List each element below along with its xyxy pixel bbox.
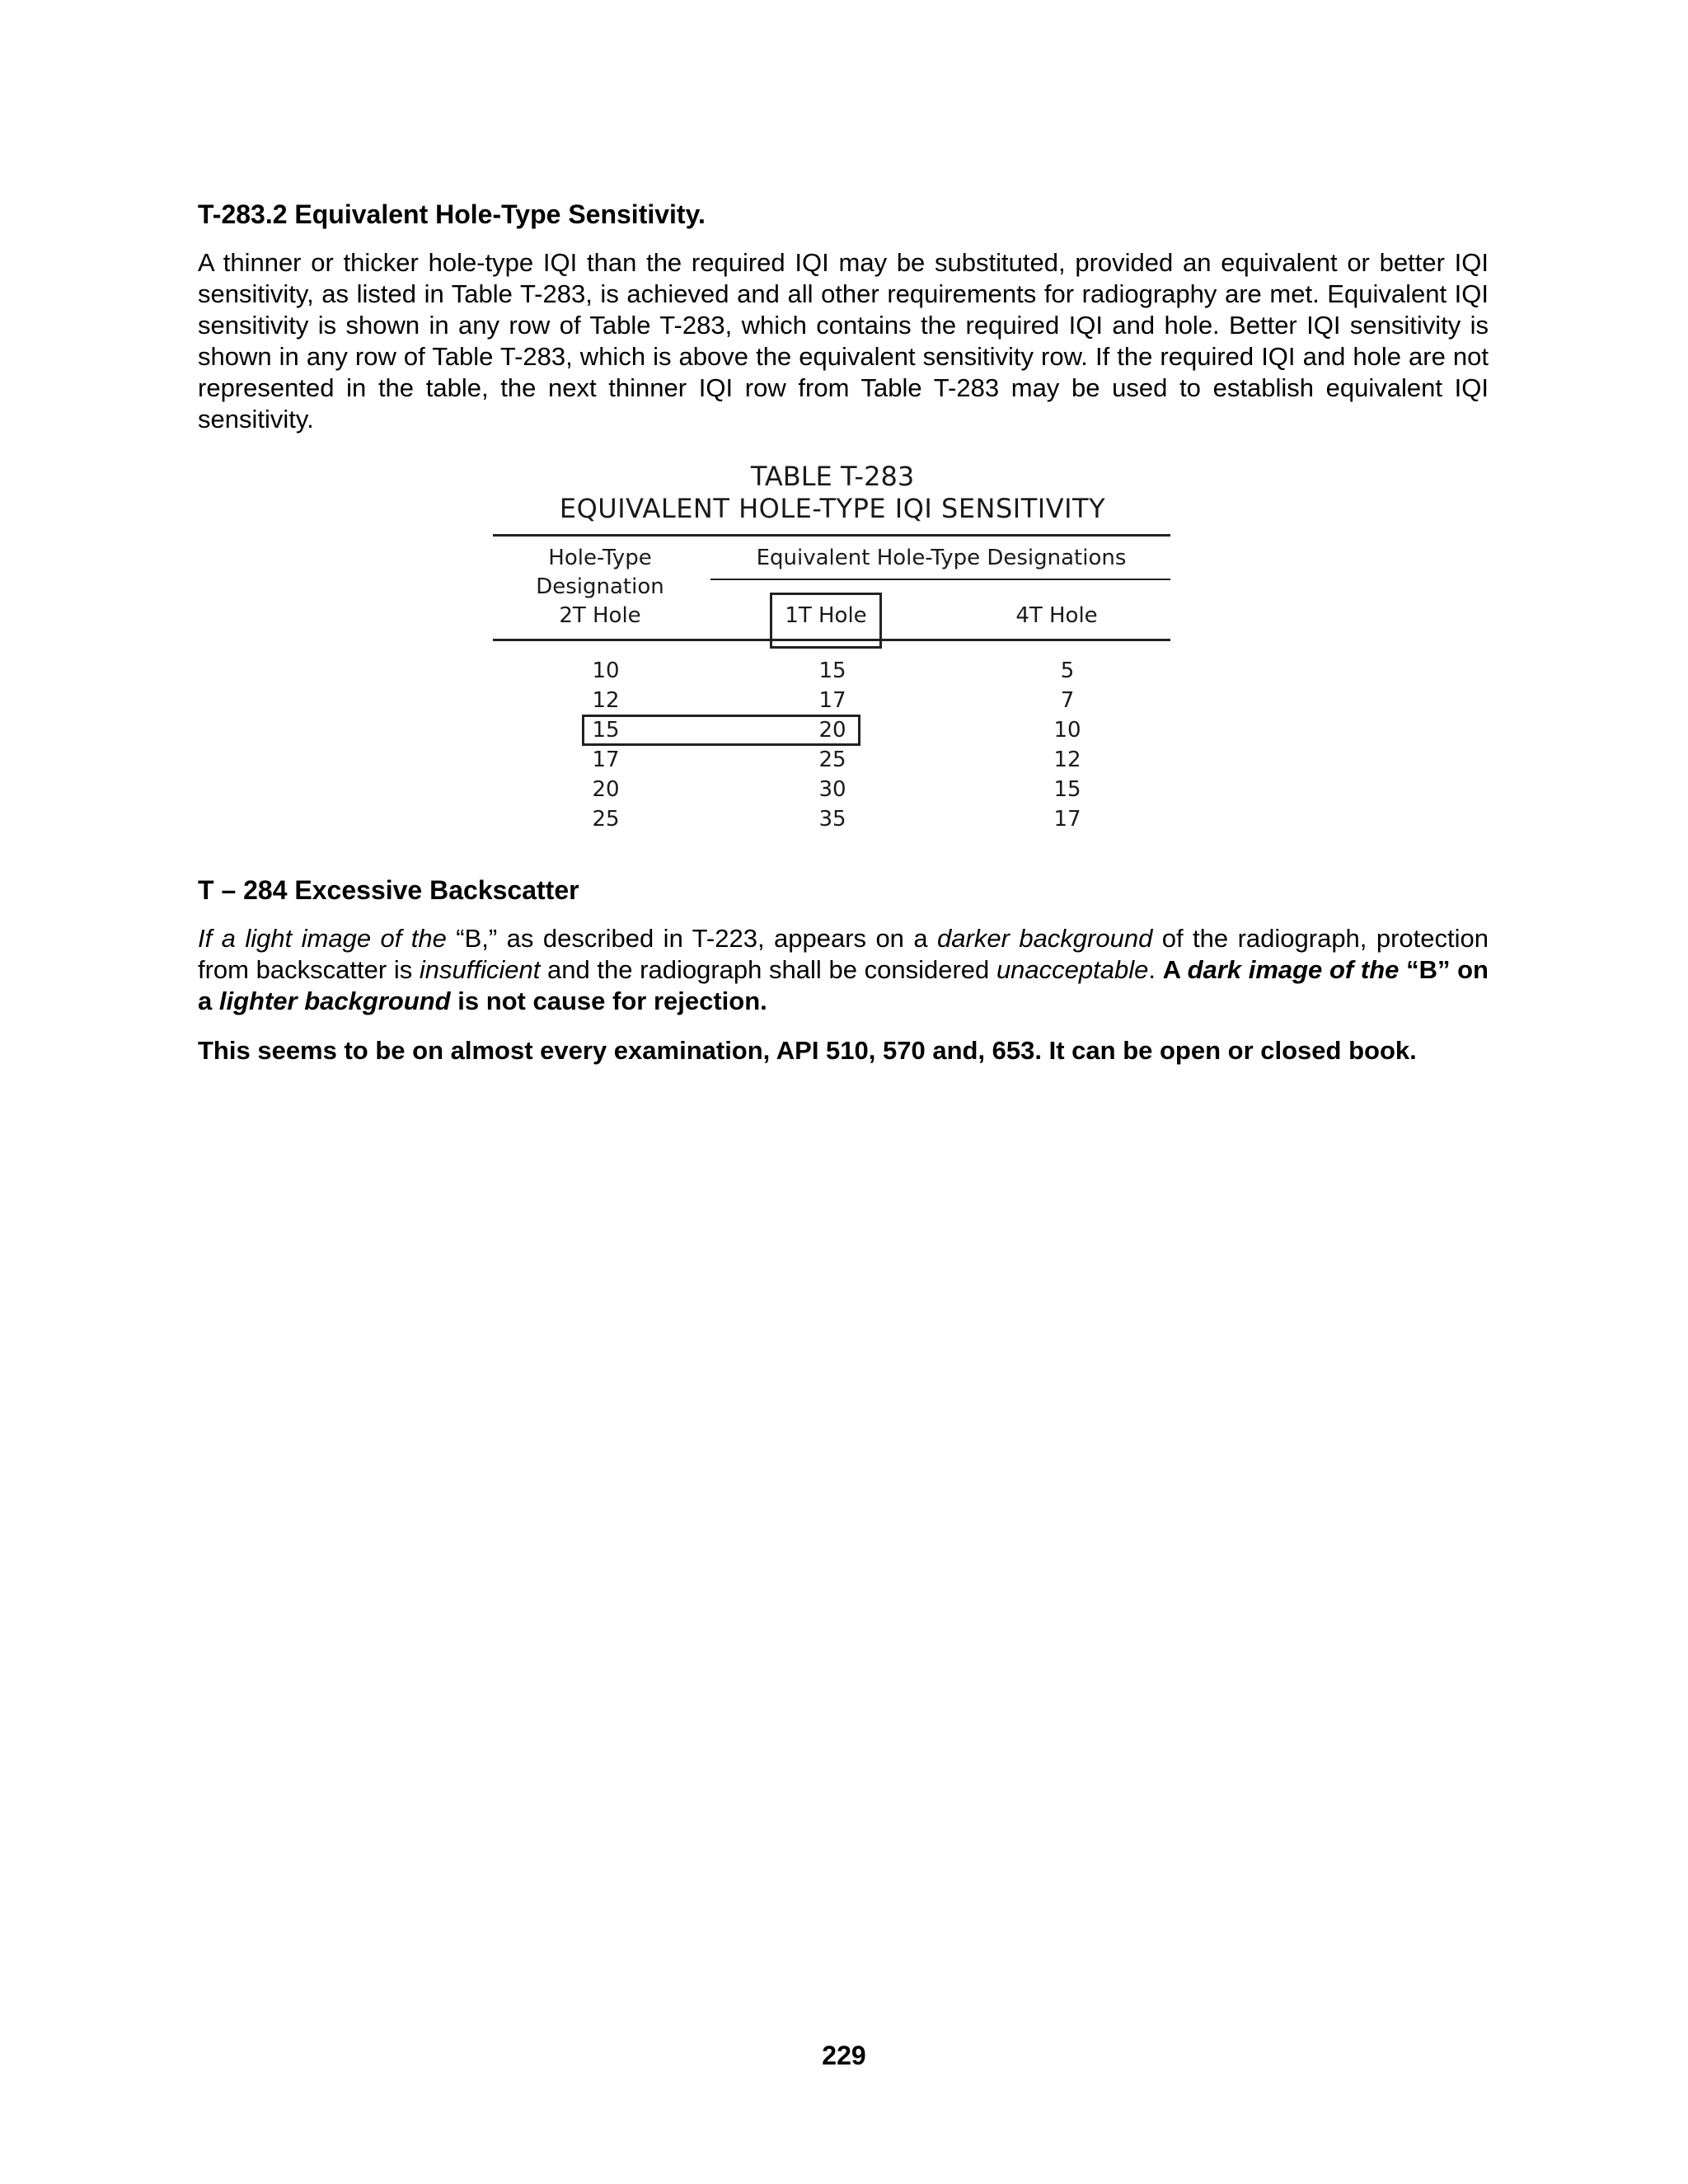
section-paragraph-t284 (198, 923, 1489, 1017)
column-header-line: Designation (536, 574, 664, 599)
table-cell: 10 (1053, 718, 1081, 743)
table-group-rule (710, 579, 1170, 580)
group-header-equivalent: Equivalent Hole-Type Designations (756, 546, 1127, 570)
column-header-1t-hole: 1T Hole (785, 603, 867, 628)
table-cell: 20 (818, 718, 846, 743)
text-fragment: “B” (1406, 955, 1451, 984)
text-fragment: lighter background (218, 987, 451, 1015)
column-header-line: 2T Hole (559, 603, 641, 628)
table-cell: 12 (592, 688, 620, 713)
section-paragraph-t283-2: A thinner or thicker hole-type IQI than the required IQI may be substituted, provided an equivalent or better IQI sensitivity, as listed in Table T-283, is achieved and all other requirements for radiography are met. Equivalent IQI sensitivity is shown in any row of Table T-283, which contains the required IQI and hole. Better IQI sensitivity is shown in any row of Table T-283, which is above the equivalent sensitivity row. If the required IQI and hole are not represented in the table, the next thinner IQI row from Table T-283 may be used to establish equivalent IQI sensitivity. (198, 248, 1489, 434)
table-cell: 30 (818, 777, 846, 802)
column-header-2t-hole (509, 544, 691, 630)
text-fragment: dark image of the (1187, 955, 1407, 984)
table-cell: 35 (818, 807, 846, 832)
text-fragment: A (1162, 955, 1188, 984)
table-top-rule (493, 534, 1170, 537)
text-fragment: If a light image of the (198, 924, 457, 953)
text-fragment: insufficient (419, 955, 541, 984)
table-cell: 12 (1053, 748, 1081, 772)
table-cell: 17 (1053, 807, 1081, 832)
text-fragment: unacceptable (996, 955, 1149, 984)
table-row (0, 686, 1688, 715)
table-cell: 15 (1053, 777, 1081, 802)
text-fragment: and the radiograph shall be considered (540, 955, 996, 984)
table-cell: 25 (818, 748, 846, 772)
page-number: 229 (822, 2041, 866, 2070)
text-fragment: “B,” (456, 924, 498, 953)
table-row (0, 745, 1688, 775)
highlight-box-1t-header (770, 593, 882, 649)
table-cell: 10 (592, 658, 620, 683)
text-fragment: darker background (937, 924, 1153, 953)
column-header-line: Hole-Type (548, 546, 652, 570)
text-fragment: . (1148, 955, 1163, 984)
table-cell: 15 (818, 658, 846, 683)
section-heading-t284: T – 284 Excessive Backscatter (198, 875, 579, 905)
table-row (0, 804, 1688, 834)
column-header-4t-hole: 4T Hole (1015, 603, 1098, 628)
table-cell: 20 (592, 777, 620, 802)
section-heading-t283-2: T-283.2 Equivalent Hole-Type Sensitivity. (198, 199, 706, 229)
table-cell: 5 (1060, 658, 1075, 683)
table-cell: 7 (1060, 688, 1075, 713)
exam-note: This seems to be on almost every examination, API 510, 570 and, 653. It can be open or closed book. (198, 1036, 1417, 1065)
table-row (0, 656, 1688, 686)
text-fragment: as described in T-223, appears on a (497, 924, 938, 953)
text-fragment: is not cause for rejection. (450, 987, 767, 1015)
table-cell: 25 (592, 807, 620, 832)
table-cell: 15 (592, 718, 620, 743)
table-title: TABLE T-283 (750, 461, 915, 492)
text-fragment: of the radiograph, protection from backscatter is (198, 924, 1489, 984)
table-row-highlighted (0, 715, 1688, 745)
table-cell: 17 (592, 748, 620, 772)
table-cell: 17 (818, 688, 846, 713)
table-subtitle: EQUIVALENT HOLE-TYPE IQI SENSITIVITY (559, 493, 1106, 524)
text-fragment: on a (198, 955, 1489, 1015)
table-row (0, 775, 1688, 804)
